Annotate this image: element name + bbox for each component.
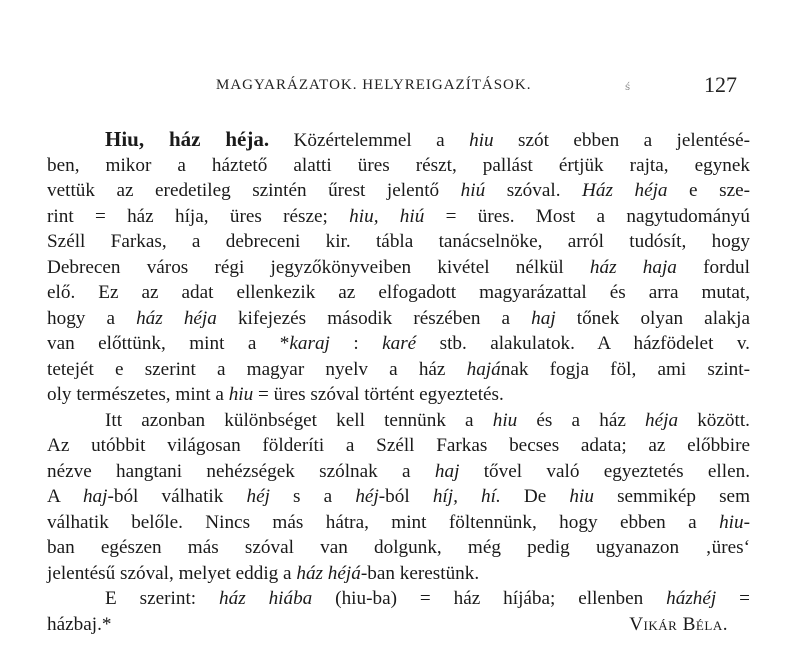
article-body: [47, 127, 750, 637]
paragraph-1-line-8: hogy a ház héja kifejezés második részében a haj tőnek olyan alakja: [47, 307, 750, 329]
paragraph-3-line-1: E szerint: ház hiába (hiu-ba) = ház híjába; ellenben házhéj =: [105, 588, 750, 609]
paragraph-1-line-5: Széll Farkas, a debreceni kir. tábla tanácselnöke, arról tudósít, hogy: [47, 231, 750, 252]
paragraph-1-line-4: rint = ház híja, üres része; hiu, hiú = üres. Most a nagytudományú: [47, 205, 750, 227]
entry-headword: Hiu, ház héja.: [105, 127, 270, 151]
paragraph-2-line-3: nézve hangtani nehézségek szólnak a haj tővel való egyeztetés ellen.: [47, 460, 750, 482]
paragraph-1-line-7: elő. Ez az adat ellenkezik az elfogadott magyarázattal és arra mutat,: [47, 282, 750, 303]
paragraph-1-line-2: ben, mikor a háztető alatti üres részt, pallást értjük rajta, egynek: [47, 154, 750, 176]
paragraph-1-line-9: van előttünk, mint a *karaj : karé stb. alakulatok. A házfödelet v.: [47, 333, 750, 354]
paragraph-2-line-6: ban egészen más szóval van dolgunk, még pedig ugyanazon ‚üres‘: [47, 537, 750, 558]
print-mark: ś: [625, 82, 631, 93]
page-number: 127: [704, 72, 737, 97]
author-signature: Vikár Béla.: [629, 613, 728, 635]
paragraph-2-line-7: jelentésű szóval, melyet eddig a ház héjá-ban kerestünk.: [47, 562, 480, 584]
paragraph-3-line-2: [47, 612, 750, 638]
paragraph-2-line-4: A haj-ból válhatik héj s a héj-ból híj, hí. De hiu semmikép sem: [47, 486, 750, 507]
paragraph-1-line-11: oly természetes, mint a hiu = üres szóval történt egyeztetés.: [47, 384, 504, 405]
paragraph-2-line-2: Az utóbbit világosan földeríti a Széll Farkas becses adata; az előbbire: [47, 435, 750, 456]
paragraph-2-line-5: válhatik belőle. Nincs más hátra, mint föltennünk, hogy ebben a hiu-: [47, 511, 750, 533]
paragraph-1-line-3: vettük az eredetileg szintén űrest jelentő hiú szóval. Ház héja e sze-: [47, 180, 750, 201]
paragraph-1-line-1: Hiu, ház héja. Közértelemmel a hiu szót ebben a jelentésé-: [47, 127, 750, 153]
running-header: MAGYARÁZATOK. HELYREIGAZÍTÁSOK.: [216, 77, 532, 93]
closing-text: házbaj.*: [47, 613, 112, 635]
paragraph-1-line-6: Debrecen város régi jegyzőkönyveiben kivétel nélkül ház haja fordul: [47, 256, 750, 278]
paragraph-1-line-10: tetejét e szerint a magyar nyelv a ház hajának fogja föl, ami szint-: [47, 358, 750, 380]
paragraph-2-line-1: Itt azonban különbséget kell tennünk a hiu és a ház héja között.: [105, 409, 750, 431]
